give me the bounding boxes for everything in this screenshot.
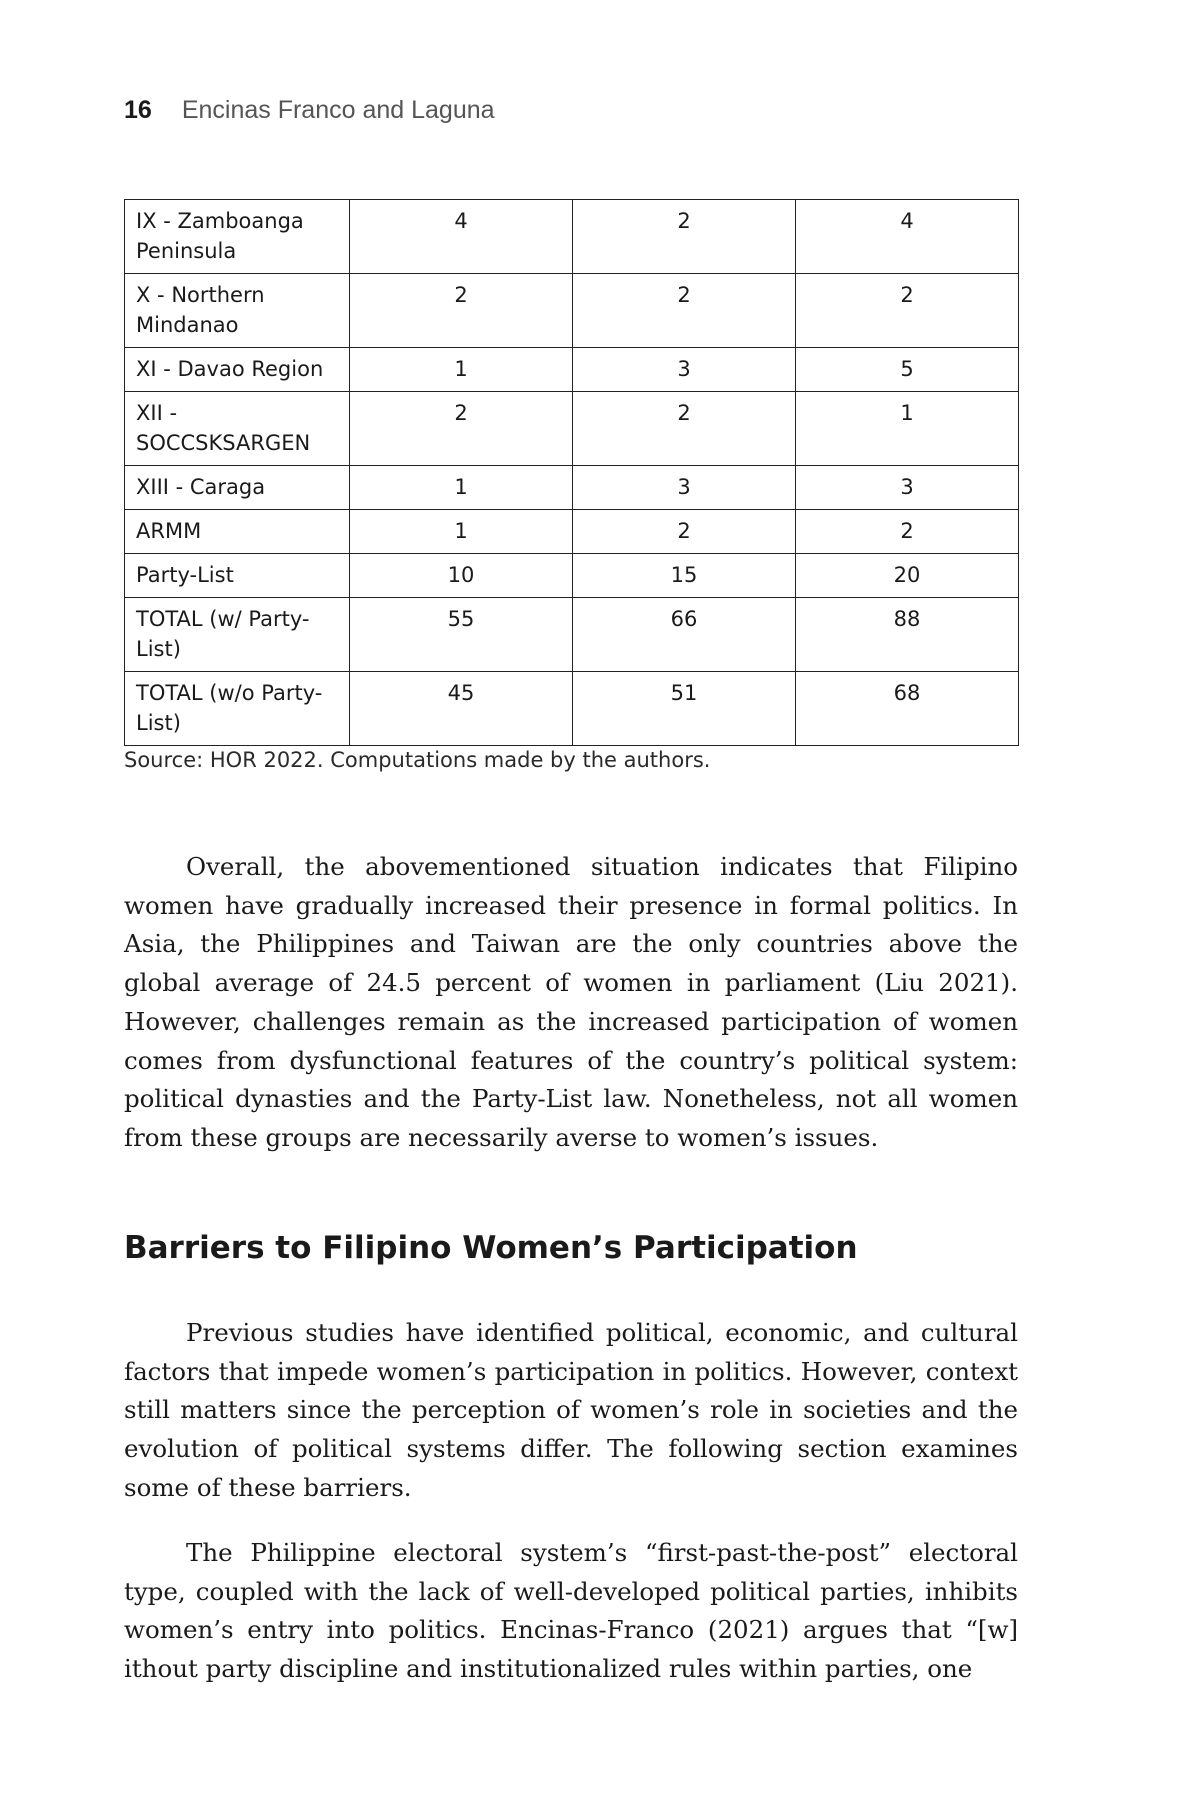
value-cell: 3 xyxy=(796,466,1019,510)
table-row xyxy=(125,200,1019,274)
value-cell: 20 xyxy=(796,554,1019,598)
body-paragraph: Previous studies have identified political, economic, and cultural factors that impede women’s participation in politics. However, context still matters since the perception of women’s role in societies and the evolution of political systems differ. The following section examines some of these barriers. xyxy=(124,1318,1018,1502)
value-cell: 10 xyxy=(350,554,573,598)
section-heading: Barriers to Filipino Women’s Participation xyxy=(124,1230,858,1266)
table-row xyxy=(125,672,1019,746)
value-cell: 2 xyxy=(573,200,796,274)
value-cell: 5 xyxy=(796,348,1019,392)
running-head xyxy=(124,96,495,125)
table-row xyxy=(125,598,1019,672)
value-cell: 68 xyxy=(796,672,1019,746)
table-row xyxy=(125,510,1019,554)
value-cell: 3 xyxy=(573,466,796,510)
table-row xyxy=(125,274,1019,348)
value-cell: 3 xyxy=(573,348,796,392)
region-cell: ARMM xyxy=(125,510,350,554)
value-cell: 4 xyxy=(350,200,573,274)
region-cell: XII - SOCCSKSARGEN xyxy=(125,392,350,466)
value-cell: 2 xyxy=(573,274,796,348)
region-cell: XIII - Caraga xyxy=(125,466,350,510)
value-cell: 4 xyxy=(796,200,1019,274)
value-cell: 2 xyxy=(573,392,796,466)
table-row xyxy=(125,554,1019,598)
value-cell: 1 xyxy=(350,348,573,392)
value-cell: 2 xyxy=(796,510,1019,554)
value-cell: 55 xyxy=(350,598,573,672)
region-cell: TOTAL (w/o Party-List) xyxy=(125,672,350,746)
region-cell: IX - Zamboanga Peninsula xyxy=(125,200,350,274)
table-row xyxy=(125,348,1019,392)
region-cell: TOTAL (w/ Party-List) xyxy=(125,598,350,672)
value-cell: 2 xyxy=(796,274,1019,348)
page-number: 16 xyxy=(124,96,152,124)
value-cell: 2 xyxy=(350,392,573,466)
value-cell: 88 xyxy=(796,598,1019,672)
body-paragraph: Overall, the abovementioned situation indicates that Filipino women have gradually increased their presence in formal politics. In Asia, the Philippines and Taiwan are the only countries above the global average of 24.5 percent of women in parliament (Liu 2021). However, challenges remain as the increased participation of women comes from dysfunctional features of the country’s political system: political dynasties and the Party-List law. Nonetheless, not all women from these groups are necessarily averse to women’s issues. xyxy=(124,852,1018,1152)
value-cell: 2 xyxy=(350,274,573,348)
value-cell: 1 xyxy=(350,466,573,510)
table-row xyxy=(125,392,1019,466)
region-cell: XI - Davao Region xyxy=(125,348,350,392)
value-cell: 2 xyxy=(573,510,796,554)
value-cell: 66 xyxy=(573,598,796,672)
region-cell: Party-List xyxy=(125,554,350,598)
region-cell: X - Northern Mindanao xyxy=(125,274,350,348)
body-paragraph: The Philippine electoral system’s “first-past-the-post” electoral type, coupled with the lack of well-developed political parties, inhibits women’s entry into politics. Encinas-Franco (2021) argues that “[w] ithout party discipline and institutionalized rules within parties, one xyxy=(124,1538,1018,1684)
table-row xyxy=(125,466,1019,510)
value-cell: 45 xyxy=(350,672,573,746)
table-source-note: Source: HOR 2022. Computations made by the authors. xyxy=(124,748,711,772)
value-cell: 1 xyxy=(350,510,573,554)
value-cell: 15 xyxy=(573,554,796,598)
value-cell: 1 xyxy=(796,392,1019,466)
running-title: Encinas Franco and Laguna xyxy=(181,96,495,124)
value-cell: 51 xyxy=(573,672,796,746)
women-representatives-table xyxy=(124,199,1019,746)
